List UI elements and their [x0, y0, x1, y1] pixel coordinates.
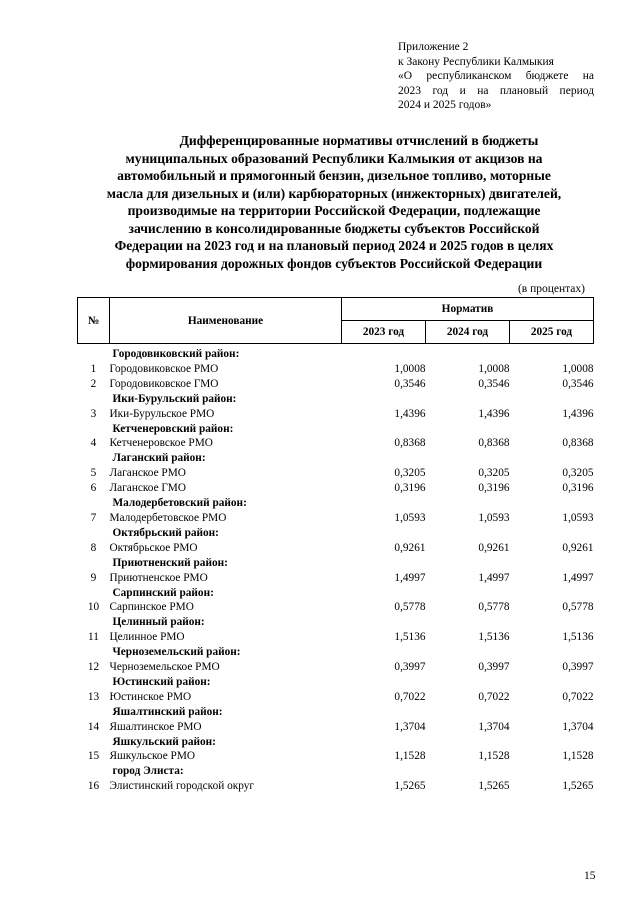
- table-row: [78, 690, 594, 705]
- district-row: [78, 705, 594, 720]
- title-line: Федерации на 2023 год и на плановый период 2024 и 2025 годов в целях: [114, 238, 554, 253]
- district-row: [78, 735, 594, 750]
- header-name: Наименование: [110, 298, 342, 344]
- value-2023: 0,9261: [394, 541, 426, 554]
- value-2023: 0,3205: [394, 467, 426, 480]
- row-number: [78, 586, 110, 601]
- value-2025: 1,0008: [562, 362, 594, 375]
- row-number: [78, 705, 110, 720]
- value-2023: 1,5265: [394, 780, 426, 793]
- row-name: Сарпинское РМО: [109, 601, 194, 614]
- value-2025: 0,8368: [562, 437, 594, 450]
- header-row: [78, 298, 594, 321]
- row-name: Целинное РМО: [109, 631, 185, 644]
- page-number: 15: [584, 870, 596, 882]
- title-line: Дифференцированные нормативы отчислений в бюджеты: [179, 133, 539, 148]
- table-row: [78, 407, 594, 422]
- row-number: 14: [87, 720, 100, 733]
- appendix-line: «О республиканском бюджете на: [398, 70, 594, 83]
- appendix-line: к Закону Республики Калмыкия: [398, 55, 554, 68]
- value-2025: 1,4396: [562, 407, 594, 420]
- row-number: 3: [90, 407, 97, 420]
- value-2025: 0,3196: [562, 482, 594, 495]
- appendix-line: 2023 год и на плановый период: [398, 84, 594, 97]
- row-number: [78, 451, 110, 466]
- district-row: [78, 347, 594, 362]
- district-row: [78, 392, 594, 407]
- district-name: Ики-Бурульский район:: [112, 392, 237, 405]
- district-name: Малодербетовский район:: [112, 497, 247, 510]
- district-name: Целинный район:: [112, 616, 205, 629]
- table-row: [78, 541, 594, 556]
- row-name: Лаганское ГМО: [109, 482, 187, 495]
- row-number: 16: [87, 780, 100, 793]
- value-2023: 1,3704: [394, 720, 426, 733]
- value-2025: 0,5778: [562, 601, 594, 614]
- value-2024: 1,3704: [478, 720, 510, 733]
- row-name: Городовиковское РМО: [109, 362, 219, 375]
- row-name: Приютненское РМО: [109, 571, 208, 584]
- value-2024: 0,8368: [478, 437, 510, 450]
- value-2025: 0,3205: [562, 467, 594, 480]
- table-row: [78, 600, 594, 615]
- title-line: формирования дорожных фондов субъектов Российской Федерации: [125, 255, 543, 271]
- appendix-line: Приложение 2: [398, 41, 469, 53]
- value-2024: 1,4997: [478, 571, 510, 584]
- district-name: Городовиковский район:: [112, 348, 240, 360]
- title-line: производимые на территории Российской Федерации, подлежащие: [127, 203, 541, 218]
- district-row: [78, 526, 594, 541]
- row-number: [78, 645, 110, 660]
- title-line: автомобильный и прямогонный бензин, дизельное топливо, моторные: [117, 168, 551, 183]
- row-name: Яшкульское РМО: [109, 750, 196, 763]
- row-number: 12: [87, 661, 100, 674]
- value-2023: 0,3546: [394, 377, 426, 390]
- table-row: [78, 466, 594, 481]
- value-2024: 1,0593: [478, 511, 510, 524]
- row-number: 6: [90, 482, 97, 495]
- header-2023: 2023 год: [342, 321, 426, 344]
- row-number: 11: [88, 631, 99, 644]
- row-number: [78, 422, 110, 437]
- district-row: [78, 556, 594, 571]
- value-2024: 0,3546: [478, 377, 510, 390]
- district-name: Приютненский район:: [112, 556, 228, 569]
- value-2024: 0,3196: [478, 482, 510, 495]
- district-row: [78, 615, 594, 630]
- table-row: [78, 511, 594, 526]
- value-2025: 0,3546: [562, 377, 594, 390]
- value-2023: 1,0593: [394, 511, 426, 524]
- value-2023: 0,8368: [394, 437, 426, 450]
- title-line: муниципальных образований Республики Калмыкия от акцизов на: [125, 150, 543, 166]
- value-2025: 0,9261: [562, 541, 594, 554]
- row-number: [78, 556, 110, 571]
- district-name: Яшалтинский район:: [112, 705, 223, 718]
- row-number: [78, 392, 110, 407]
- row-number: [78, 347, 110, 362]
- row-number: [78, 675, 110, 690]
- appendix-header: [398, 40, 594, 113]
- document-title: [84, 132, 584, 272]
- row-number: 9: [90, 571, 97, 584]
- value-2025: 0,7022: [562, 690, 594, 703]
- row-name: Ики-Бурульское РМО: [109, 407, 215, 420]
- table-row: [78, 660, 594, 675]
- district-name: город Элиста:: [112, 765, 184, 778]
- value-2025: 1,5136: [562, 631, 594, 644]
- value-2025: 1,0593: [562, 511, 594, 524]
- norms-table: [77, 297, 594, 794]
- row-number: 2: [90, 377, 97, 390]
- row-number: 8: [90, 541, 97, 554]
- value-2024: 0,3997: [478, 661, 510, 674]
- value-2024: 0,3205: [478, 467, 510, 480]
- row-name: Городовиковское ГМО: [109, 377, 219, 390]
- table-row: [78, 779, 594, 794]
- district-row: [78, 764, 594, 779]
- value-2023: 1,0008: [394, 362, 426, 375]
- row-number: 13: [87, 690, 100, 703]
- district-name: Яшкульский район:: [112, 735, 216, 748]
- row-name: Кетченеровское РМО: [109, 437, 213, 450]
- district-row: [78, 451, 594, 466]
- value-2025: 1,5265: [562, 780, 594, 793]
- row-name: Черноземельское РМО: [109, 661, 220, 674]
- row-number: 4: [90, 437, 97, 450]
- row-number: [78, 764, 110, 779]
- table-row: [78, 749, 594, 764]
- value-2025: 0,3997: [562, 661, 594, 674]
- table-row: [78, 571, 594, 586]
- value-2024: 1,5136: [478, 631, 510, 644]
- district-name: Кетченеровский район:: [112, 422, 234, 435]
- district-row: [78, 496, 594, 511]
- value-2024: 1,1528: [478, 750, 510, 763]
- value-2024: 1,0008: [478, 362, 510, 375]
- row-number: [78, 735, 110, 750]
- value-2024: 1,4396: [478, 407, 510, 420]
- row-name: Октябрьское РМО: [109, 541, 198, 554]
- district-row: [78, 586, 594, 601]
- appendix-line: 2024 и 2025 годов»: [398, 99, 492, 112]
- value-2023: 0,3997: [394, 661, 426, 674]
- district-row: [78, 645, 594, 660]
- district-row: [78, 675, 594, 690]
- table-row: [78, 481, 594, 496]
- row-name: Лаганское РМО: [109, 467, 186, 480]
- value-2024: 0,7022: [478, 690, 510, 703]
- district-row: [78, 422, 594, 437]
- row-name: Малодербетовское РМО: [109, 511, 227, 524]
- row-number: 5: [90, 467, 97, 480]
- value-2025: 1,4997: [562, 571, 594, 584]
- value-2023: 1,4997: [394, 571, 426, 584]
- row-number: 15: [87, 750, 100, 763]
- value-2025: 1,3704: [562, 720, 594, 733]
- district-name: Юстинский район:: [112, 675, 211, 688]
- value-2024: 0,9261: [478, 541, 510, 554]
- row-name: Яшалтинское РМО: [109, 720, 202, 733]
- district-name: Сарпинский район:: [112, 586, 214, 599]
- row-number: [78, 615, 110, 630]
- header-num: №: [78, 298, 110, 344]
- units-note: (в процентах): [517, 283, 585, 295]
- title-line: зачислению в консолидированные бюджеты субъектов Российской: [128, 220, 540, 236]
- value-2025: 1,1528: [562, 750, 594, 763]
- row-number: 10: [87, 601, 100, 614]
- table-row: [78, 436, 594, 451]
- title-line: масла для дизельных и (или) карбюраторных (инжекторных) двигателей,: [106, 185, 562, 201]
- header-2025: 2025 год: [510, 321, 594, 344]
- value-2023: 1,5136: [394, 631, 426, 644]
- value-2023: 1,4396: [394, 407, 426, 420]
- value-2023: 0,7022: [394, 690, 426, 703]
- row-number: 7: [90, 511, 97, 524]
- table-row: [78, 362, 594, 377]
- table-row: [78, 377, 594, 392]
- table-body: [78, 344, 594, 795]
- district-name: Черноземельский район:: [112, 646, 241, 659]
- row-number: [78, 526, 110, 541]
- value-2023: 0,5778: [394, 601, 426, 614]
- header-norm: Норматив: [342, 298, 594, 321]
- district-name: Лаганский район:: [112, 452, 206, 465]
- table-row: [78, 630, 594, 645]
- value-2023: 0,3196: [394, 482, 426, 495]
- row-name: Юстинское РМО: [109, 690, 192, 703]
- table-row: [78, 720, 594, 735]
- row-number: [78, 496, 110, 511]
- value-2023: 1,1528: [394, 750, 426, 763]
- row-name: Элистинский городской округ: [109, 780, 255, 793]
- value-2024: 1,5265: [478, 780, 510, 793]
- header-2024: 2024 год: [426, 321, 510, 344]
- value-2024: 0,5778: [478, 601, 510, 614]
- row-number: 1: [90, 362, 97, 375]
- district-name: Октябрьский район:: [112, 526, 219, 539]
